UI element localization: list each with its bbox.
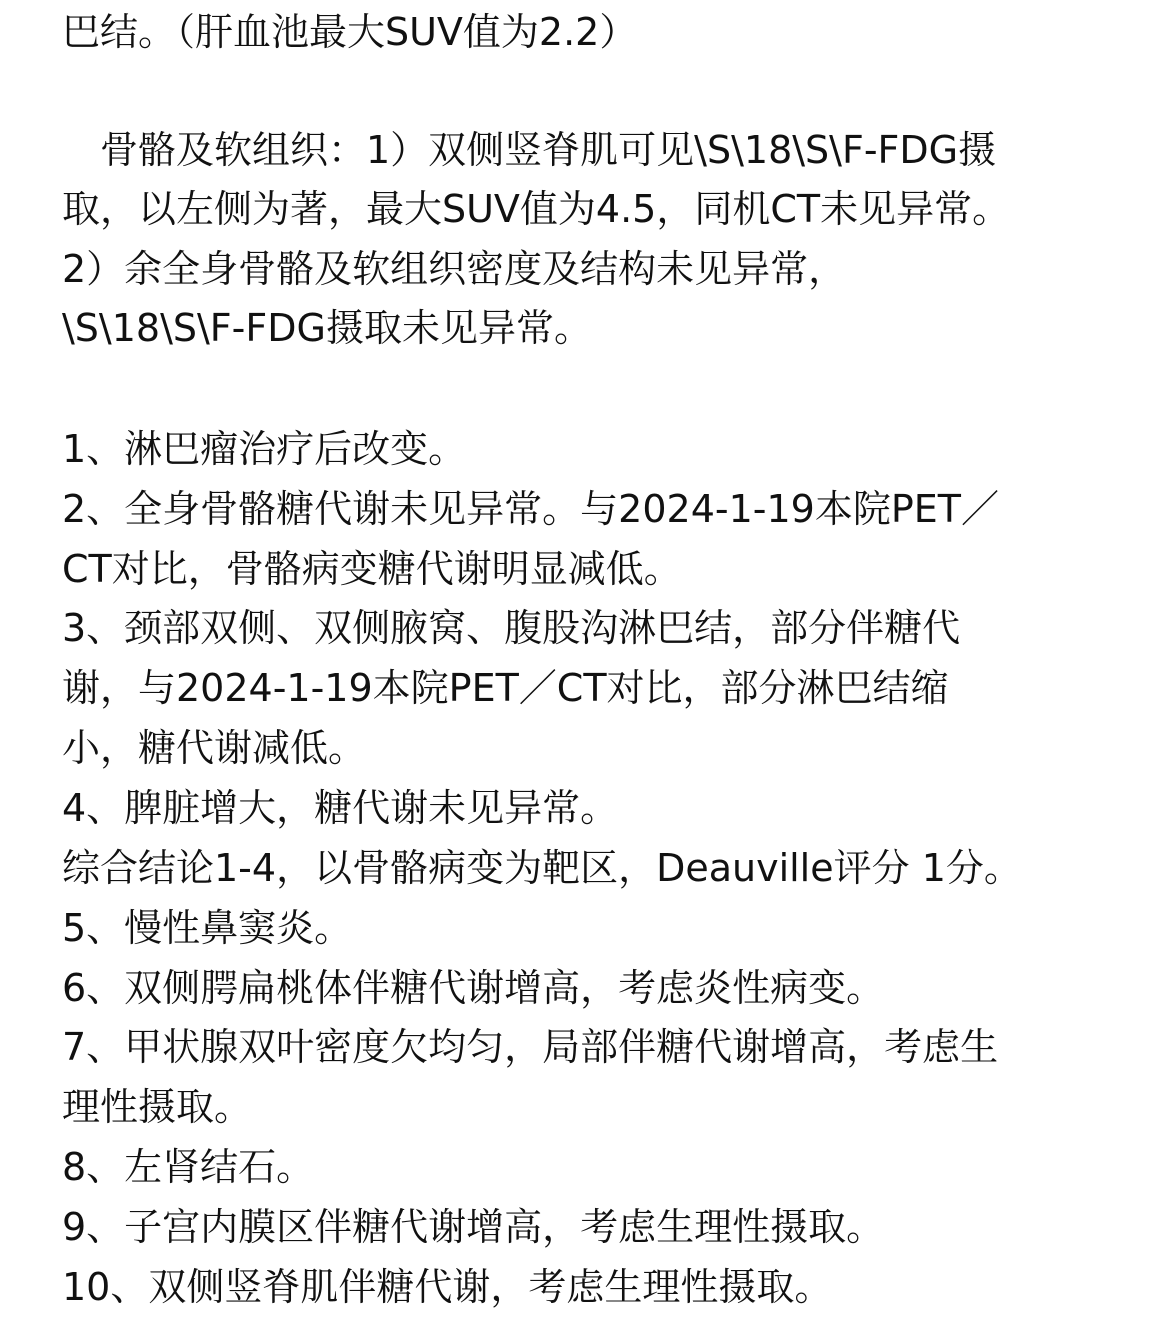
text-line: \S\18\S\F-FDG摄取未见异常。	[62, 306, 592, 350]
text-line: 理性摄取。	[62, 1085, 253, 1129]
text-line: 6、双侧腭扁桃体伴糖代谢增高，考虑炎性病变。	[62, 966, 885, 1010]
text-line: 小，糖代谢减低。	[62, 726, 367, 770]
text-line: 7、甲状腺双叶密度欠均匀，局部伴糖代谢增高，考虑生	[62, 1025, 999, 1069]
text-line: CT对比，骨骼病变糖代谢明显减低。	[62, 547, 682, 591]
text-line: 9、子宫内膜区伴糖代谢增高，考虑生理性摄取。	[62, 1205, 885, 1249]
text-line: 4、脾脏增大，糖代谢未见异常。	[62, 786, 619, 830]
text-line: 5、慢性鼻窦炎。	[62, 906, 353, 950]
text-line: 10、双侧竖脊肌伴糖代谢，考虑生理性摄取。	[62, 1265, 833, 1309]
text-line: 骨骼及软组织：1）双侧竖脊肌可见\S\18\S\F-FDG摄	[62, 128, 997, 172]
text-line: 巴结。（肝血池最大SUV值为2.2）	[62, 10, 638, 54]
text-line: 2）余全身骨骼及软组织密度及结构未见异常，	[62, 247, 847, 291]
text-line: 取，以左侧为著，最大SUV值为4.5，同机CT未见异常。	[62, 187, 1011, 231]
text-line: 3、颈部双侧、双侧腋窝、腹股沟淋巴结，部分伴糖代	[62, 606, 961, 650]
text-line: 综合结论1-4，以骨骼病变为靶区，Deauville评分 1分。	[62, 846, 1022, 890]
text-line: 8、左肾结石。	[62, 1145, 315, 1189]
text-line: 2、全身骨骼糖代谢未见异常。与2024-1-19本院PET／	[62, 487, 999, 531]
text-line: 谢，与2024-1-19本院PET／CT对比，部分淋巴结缩	[62, 666, 949, 710]
text-line: 1、淋巴瘤治疗后改变。	[62, 427, 467, 471]
